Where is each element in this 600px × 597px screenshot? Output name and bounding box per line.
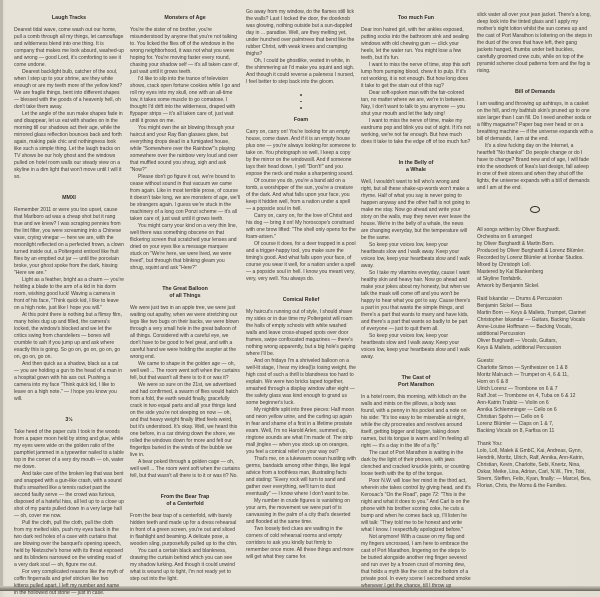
paragraph: Take heed of the paper cuts I took in the woods from a paper moon held by string and glue, while my eyes were wide on the golden ratio of the pamphlet jammed in a typewriter nailed to a table top in the corner of a very dry mouth — oh, water me down. — [14, 429, 124, 470]
credit-line: Charlotte Simon — Synthesizer on 1 & 8 — [477, 365, 568, 371]
section-title-line: of a Centerfold — [166, 501, 204, 507]
column-4 — [361, 15, 471, 590]
paragraph: And then quick as a shadow, black as a cat — you are holding a gun to the head of a man in a hospital gown with his ass out. Pushing a camera into my face "Think quick kid, I like to leave on a high note." — I hope you know you will. — [14, 361, 123, 402]
section-title-line: Port Marathon — [398, 382, 434, 388]
paragraph: Well, I wouldn't want to tell who's wrong and right, but all these shake-up-words won't make a rhyme. Half of what you say is never going to happen anyway and the other half is not going to make me stay. Now go ahead and write your story on the walls, may they never ever leave the house. We're in the belly of a whale, the news are changing everyday, but the temperature will be the same. — [361, 179, 471, 241]
section-title — [14, 195, 124, 202]
paragraph: You might own the air blowing through your haircut and your Ray Ban glasses glare, but everything drops dead in a fumigated house, while "Somewhere over the Rainbow"'s playing somewhere over the rainbow very loud and over that muffled sound you shrug, sigh and ask "Now?" — [130, 125, 238, 173]
section-bear-trap-continued — [246, 9, 356, 86]
page-left-edge — [0, 0, 3, 591]
section-title — [130, 15, 240, 22]
credits — [477, 227, 593, 490]
section-three-and-a-half — [14, 417, 124, 597]
paragraph: Carry on, carry on! You're looking for an empty house, come dawn. And if it is an empty house plus one — you're always looking for someone to take on. You photograph so well, I keep a copy by the mirror on the windowsill. And if someone lays their head down, I yell "Don't!" and you expose the neck and make a sharpening sound. — [246, 128, 356, 177]
credit-line: at Skyline Tonfabrik. — [477, 276, 523, 282]
circle-ornament — [530, 206, 540, 213]
paragraph: Please don't go figure it out, we're bound to cease without sound in that vacuum we came from again. Like in most terrible prose, of course it doesn't take long, we are monsters of age, we'll be strangers again. I guess we're stuck in the machinery of a long con Ponzi scheme — it's all taken care of, just wait until it grows teeth. — [130, 174, 240, 222]
credit-line: Produced by Oliver Burghardt & Lorenz Blümler. — [477, 248, 585, 254]
credit-line: All songs written by Oliver Burghardt. — [477, 227, 561, 233]
credit-line: Artwork by Benjamin Sickel. — [477, 283, 540, 289]
section-title — [361, 15, 471, 22]
section-title-line: The Great Balloon — [162, 286, 208, 292]
credit-line: Recorded by Lorenz Blümler at Ironbar Studios. — [477, 255, 584, 261]
section-title-line: Laugh Tracks — [51, 15, 87, 21]
column-1 — [14, 15, 124, 597]
paragraph: Of course you do, you're a band aid on a tomb, a worshipper of the sun, you're a creature of the dark. And what falls upon your face, you keep it hidden well, from a nation under a spell — a popsicle soul in hell. — [246, 177, 354, 212]
section-belly-of-a-whale — [361, 160, 471, 361]
paragraph: Remember 2011 or were you too upset, cause that Marlboro ad was a cheap shot but it rang true and we knew? I was scraping pennies from the lint filter, you were screaming into a Chinese vase, crying vinegar — here we are, with the moonlight reflected on a perfected frown, a clown turned inside out, a Poltergeist enticed like fruit flies by an emptied out jar — until the porcelain broke, your ghost spoke from the dark, hissing "Here we are." — [14, 207, 124, 276]
paragraph: Carry on, carry on, for the love of Christ and his dog — bring it on! My horoscope's construed with one brow lifted: "The shell only opens for the foam-arisen." — [246, 212, 356, 240]
paragraph: My haircut's running out of style, I should shave my sides or in due time my Poltergeist will roam the halls of empty schools with white washed walls and leave cross-shaped spots over door frames, swipe confiscated magazines — there's nothing wrong apparently, but a big hole's gaping where I'll be. — [246, 308, 356, 357]
section-great-balloon — [130, 286, 240, 480]
section-title-line: From the Bear Trap — [160, 494, 210, 500]
credit-line: Christopher Iskandar — Guitars, Backing Vocals — [477, 317, 585, 323]
section-title — [14, 417, 124, 424]
paragraph: Not anymore! With a cause on my flag and my fingers uncrossed, I am here to embrace the cast of Port Marathon, lingering on the steps to be buried alongside another ring finger severed and run over by a frozen crust of morning dew, that holds a myth like the coin at the bottom of a private pool. In every scene I secondhand smoke whenever I get the chance, till I throw up — [361, 534, 471, 589]
paragraph: Dear soft-spoken man with the fair-colored tan, no matter where we are, we're in between. Nay, I don't want to talk to you anymore — you shut your mouth and let the lady sing! — [361, 90, 466, 117]
paragraph: Let the angle of the sun make shapes fade in and disappear, let us eat with shades on in the morning till our shadows act their age, while the mirrored glass reflection bounces back and forth again, making pale chic and nothingness look like such a simple thing. Let the laugh tracks on TV shows be our holy ghost and the windows pulled on hotel room walls our steady view on a skyline in a dim light that won't move until I will it so. — [14, 111, 123, 180]
paragraph: Poor N.W. will lose her mind in the third act, wherein she takes control by giving head, and it's Kerouac's "On the Road", page 72: "This is the night and what it does to you." And Carl is on the phone with his brother scoring coke, he cuts a bump and when he comes back up, I'll listen he will talk: "They told me to be honest and write what I know. I respectfully apologized before." — [361, 478, 471, 533]
section-title — [246, 297, 356, 304]
credit-line: Annika Schlemminger — Cello on 6 — [477, 407, 557, 413]
credit-line: Ann-Katrin Trabitz — Violin on 6 — [477, 400, 549, 406]
paragraph: Light as a feather, bright as a charm — you're holding a blade to the arm of a kid in his dorm room, wishing good luck! Waving a camera in front of his face, "Think quick kid, I like to leave on a high note, just like I hope you will." — [14, 277, 124, 311]
paragraph: Dearest tidal wave, come wash out our home, pull a comb through all my things, let camouflage and wilderness blend into one thing. It is company that makes me look absurd, washed-up and wrong — good Lord, it's comforting to see it come undone. — [14, 27, 124, 68]
paragraph: My number in crude figures is vanishing on your arm, the movement we were part of is canvassing in the palm of a city that's deserted and flooded at the same time. — [246, 497, 351, 525]
paragraph: I'd like to slip into the trance of television shows, crack open fortune cookies while I go and roll my eyes into my skull, one with an all-time low, it takes some muscle to go comatose. I thought I'd drift into the wilderness, draped with flypaper strips — it's all taken care of, just wait until it grows on me. — [130, 76, 240, 124]
thanks-label: Thank You: — [477, 441, 503, 447]
thanks-text: Lolo, Loll, Malek & GmbC, Kai, Andreas, Gynn, Hendrik, Moritz, Ulrich, Ralf, Annika, Ann-Katrin, Christian, Kevin, Charlotte, Sebi, Knertz, Nina, Oskar, Meike, Lisa, Adrian, Carl, N.W., Tim, Tobi, Sinem, Steffen, Felix, Kyan, finally: — Marcel, Bea, Florian, Chris, the Moms & the Families. — [477, 448, 592, 489]
credit-line: Ulrich Lorenz — Trombone on 6 & 7 — [477, 386, 558, 392]
section-title — [130, 286, 240, 300]
paragraph: You might carry your kind on a very thin line, well there was something obscene on that flickering screen that scratched your lenses and dried on your eyes like a message marquee stuck on "We're here, we were lived, we were freed", but through that blinking gleam you shrug, squint and ask "Here?" — [130, 223, 238, 271]
section-title — [361, 375, 471, 389]
credit-line: Mastered by Kai Blankenberg — [477, 269, 544, 275]
section-monsters-of-age — [130, 15, 240, 272]
credit-line: Moritz Malrusch — Trumpet on 4, 6 & 11, — [477, 372, 569, 378]
paragraph: A bear poked through a golden cage — oh, well well ... The room went soft when the curtains fell, but that wasn't all there is to it or was it? No. — [130, 459, 240, 479]
credit-line: Orchestra on 6 arranged — [477, 234, 532, 240]
section-title — [361, 160, 471, 174]
paragraph: And on fridays I'm a shriveled balloon on a well-lit stage, I hear my idea(l)s losing weight, the high cost of such a thrill is blandness too hard to explain. We were two bricks taped together, smashed through a display window after eight — the safety glass was kind enough to grand us some beginner's luck. — [246, 357, 356, 406]
section-title — [477, 89, 593, 96]
credit-line: Mixed by Christoph Loll. — [477, 262, 531, 268]
credit-line: Oliver Burghardt — Vocals, Guitars, — [477, 338, 557, 344]
section-title-line: Monsters of Age — [164, 15, 206, 21]
section-title-line: a Whale — [405, 167, 427, 173]
column-3 — [246, 9, 356, 561]
credit-line: additional Percussion — [477, 331, 525, 337]
paragraph: So keep your voices low, keep your heartbeats slow and I walk away. Keep your voices low, keep your heartbeats slow and I walk away. — [361, 333, 470, 360]
section-title-line: In the Belly of — [398, 160, 434, 166]
paragraph: Oh, I could be ghostlike, vested in white, in the shimmering air I'd make you squint and sigh. And though it could reverse a paleness I nursed, I feel better to step back into the gloom. — [246, 58, 355, 85]
paragraph: In a hotel room, this morning, with kitsch on the walls and mints on the pillows, a body was found, with a penny in his pocket and a note on his side: "It's too easy to be miserable at night, while the city procreates and revolves around itself, getting bigger and bigger, taking down names, but its tongue is warm and I'm feeling all right — it's a day in the life of a fly." — [361, 394, 469, 449]
credit-line: Backing Vocals on 8, Farfisa on 11 — [477, 428, 555, 434]
section-title — [130, 494, 240, 508]
credit-line: Benjamin Sickel — Bass — [477, 303, 532, 309]
section-mmxi — [14, 195, 124, 403]
paragraph: Of course it does, for a deer trapped in a pool and a trigger-happy tool, you make sure the timing's good. And what falls upon your face, of course you wear it well, for a nation under a spell — a popsicle soul in hell. I know you meant very, very, very well. You always do. — [246, 240, 356, 282]
paragraph: We were just two in an apple tree, we were just waiting out apathy, when we were stretching our legs like two bugs on their backs, we were blown through a very small hole in the great balloon of all things. Considered with a careful eye, we don't have to be good to feel great, and with a careful hand we were holding the scepter at the wrong end. — [130, 305, 239, 360]
paragraph: Pull the cloth, pull the cloth, pull the cloth from my melted skin, push my eyes back in the two dark red holes of a cave with curtains that are blowing over the banquet's opening speech, held by Nietzsche's horse with its throat exposed and its blinders narrowed on the winding road of a very dark soul — oh, figure me out. — [14, 520, 123, 568]
paragraph: You're the sister of no brother, you're misunderstood by anyone that you're not talking to. You licked the flies off of the windows in the wrong neighborhood, it was not what you were hoping for. You're moving faster every round, chasing your shadow self — it's all taken care of, just wait until it grows teeth. — [130, 27, 239, 75]
section-title — [246, 117, 356, 124]
paragraph: The cast of Port Marathon is waiting in the dark by the light of their phones, with jaws clenched and cracked knuckle joints, or counting loose teeth with the tip of the tongue. — [361, 450, 470, 477]
credit-line: Keys & Mallets, additional Percussion — [477, 345, 562, 351]
section-foam — [246, 117, 356, 283]
credit-line: Horn on 6 & 8 — [477, 379, 509, 385]
section-title-line: Too much Fun — [397, 15, 435, 21]
section-comical-relief — [246, 297, 356, 561]
section-title-line: The Cast of — [401, 375, 431, 381]
paragraph: We were so sure on the 21st, we advertised and had confirmed, a swarm of flies would hatch from a fold, the earth would finally, gracefully crack in two equal parts and all your things land on the side you're not sleeping on now — oh, and that heavy weight finally lifted feels weird, but it's understood. It's okay. Well, we heard this one before, in a car driving down the shore, we rolled the windows down for more and felt our fingertips buried in the winds of the bubble we live in. — [130, 382, 239, 458]
paragraph: From the bear trap of a centerfold, with barely hidden teeth and made up for a dress rehearsal in front of a green screen, you're out and sliced in flashlight and beaming. A delicate pose, a wooden sling, purposefully pulled up to the chin. — [130, 513, 238, 547]
paragraph: I want to miss the nerve of time, make my eardrums pop and blink you out of sight. If it's not working, we're not far enough. But how much does it take to take the edge off of too much fun? — [361, 118, 471, 145]
credit-line: Lorenz Blümler — Claps on 1 & 7, — [477, 421, 554, 427]
section-title-line: Bill of Demands — [514, 89, 556, 95]
section-title — [14, 15, 124, 22]
paragraph: So I take my vitamins everyday, cause I want healthy skin and heavy hair. Now go ahead and make your jokes about my honesty, but when we talk the mask will come off and you won't be happy to hear what you got to say. Cause there's a part in you that wants the simple things, and there's a part that wants to marry and have kids, and there's a part that wants so badly to be part of everyone — just to quit them all. — [361, 270, 471, 332]
paragraph: You cast a certain black and blankness, drawing the curtain behind which you can see my shadow lurking. And though it could unwind what is wound up to tight, I'm not ready yet to step out into the light. — [130, 548, 235, 582]
section-title-line: 3½ — [65, 417, 73, 423]
paragraph: My nightlife split into three pieces: Half moon and neon yellow urine, and the curling up again in fear and shame of a first in a lifetime prostate exam. Well, I'm no Harold Arlen, summed up, ringtone sounds are what I'm made of. The strip mall jingles — when you stock up on oranges, you feel a comical relief on your way out? — [246, 406, 355, 455]
credit-line: by Oliver Burghardt & Martin Born. — [477, 241, 555, 247]
section-port-marathon-continued — [477, 12, 593, 75]
credit-line: Raid Iskandar — Drums & Percussion — [477, 296, 562, 302]
credit-line: Christian Spohn — Cello on 6 — [477, 414, 544, 420]
paragraph: I want to miss the nerve of time, stop this soft lump from pumping blood, chew it to pulp. If it's not working, it is not enough. But how long does it take to get the stain out of this rug? — [361, 62, 470, 89]
section-title-line: of all Things — [169, 293, 201, 299]
section-cast-of-port-marathon — [361, 375, 471, 590]
paragraph: For very complicated reasons like the myth of coffin fingernails and grief stricken like two kittens pulled apart, I left my number and name in the hollowed out stone — just in case. — [14, 569, 124, 596]
credit-line: Ralf Jost — Trombone on 4, Tuba on 6 & 12 — [477, 393, 576, 399]
section-laugh-tracks — [14, 15, 124, 181]
paragraph: So keep your voices low, keep your heartbeats slow and I walk away. Keep your voices low, keep your heartbeats slow and I walk away. — [361, 242, 470, 269]
section-title-line: Foam — [293, 116, 309, 123]
paragraph: And take care of the broken leg that was bent and snapped with a gun-like crash, with a sound that's smashed like a tennis racket past the second faulty serve — the crowd was furious, disposed of a hateful hiss, all led up to a close up shot of my pants pulled down in a very large hall — oh, cover me now. — [14, 471, 124, 519]
credit-line: Guests: — [477, 358, 495, 364]
paragraph: At this point there is nothing but a flimsy film, many holes dug up and filled, the camera's locked, the window's blocked and we let the critics swing from chandeliers — bones will crumble to ash if you jump up and ask where exactly this is going. So go on, go on, go on, go on, go on, go on. — [14, 312, 122, 360]
section-bear-trap — [130, 494, 240, 583]
paragraph: We came to shape in the golden age — oh, well well ... The room went soft when the curtains fell, but that wasn't all there is to it or was it? — [130, 361, 240, 381]
column-2 — [130, 15, 240, 583]
paragraph: Dearest backlight bulb, catcher of the soul, when I step up to your shrine, are they white enough or are my teeth more of the yellow kind? We are fragile things, bent into different shapes — blessed with the goods of a heavenly hell, oh don't take them away. — [14, 69, 123, 110]
section-title-line: MMXI — [62, 195, 76, 201]
section-title-line: Comical Relief — [282, 296, 320, 303]
section-bill-of-demands — [477, 89, 593, 192]
paragraph: I am waiting and throwing up ashtrays, in a casket on the hill, and my bathtub skin's pruned up to one size larger than I can fill. Do I need another soda or a filthy magazine? Paper bag over head or on a breathing machine — if the universe expands with a bill of demands, I am at the end. — [477, 101, 593, 142]
paragraph: Two loosely tied clues are waiting in the corners of cold rehearsal rooms and empty corridors to ask you kindly but firmly to remember once more. All these things and more will get what they came for. — [246, 525, 354, 560]
paragraph: It's a slow fucking day on the Internet, a heartfelt "No thanks!" Do people change or do I have to change? Brand new and of age, I will fade into the woodwork of Ikea's last design, fall asleep in one of their stores and when they shut off the lights, the universe expands with a bill of demands and I am at the end. — [477, 143, 590, 191]
paragraph: That's me, on a lukewarm ocean hustling with germs, bandaids among other things, like legal advice from a toothless man, illustrating facts and stating: "Every rock will turn to sand and gather over everything, we'll turn to dust eventually" — I know where I don't want to be. — [246, 455, 356, 497]
paragraph: Dear iron haired girl, with her ankles exposed, putting socks into the bathroom sink and sealing windows with old chewing gum — click your heels, let the water run. You might lose a few teeth, but it's fun. — [361, 27, 469, 61]
credit-line: Anne-Louise Hoffmann — Backing Vocals, — [477, 324, 573, 330]
paragraph: slick water all over your jean jacket. There's a long, deep look into the tinted glass and I apply my mother's night lotion whilst the sun comes up and the cast of Port Marathon is loitering on the steps in the dust of the ones that have left, their gang jackets hanged, thumbs under belt buckles, carefully groomed crew cuts, while on top of the pyramid scheme cloud patterns form and the fog is rising. — [477, 12, 593, 74]
paragraph: Go away from my window, do the flames still lick the walls? Last I locked the door, the doorknob was glowing, nothing outside but a sun-dappled day in ... paradise. Well, are they melting yet, under hunched over palmtrees that bend like the rubber Christ, with weak knees and cramping thighs? — [246, 9, 355, 57]
column-5 — [477, 12, 593, 490]
dots-ornament — [299, 94, 303, 109]
section-too-much-fun — [361, 15, 471, 146]
credit-line: Martin Born — Keys & Mallets, Trumpet, Clarinet — [477, 310, 586, 316]
